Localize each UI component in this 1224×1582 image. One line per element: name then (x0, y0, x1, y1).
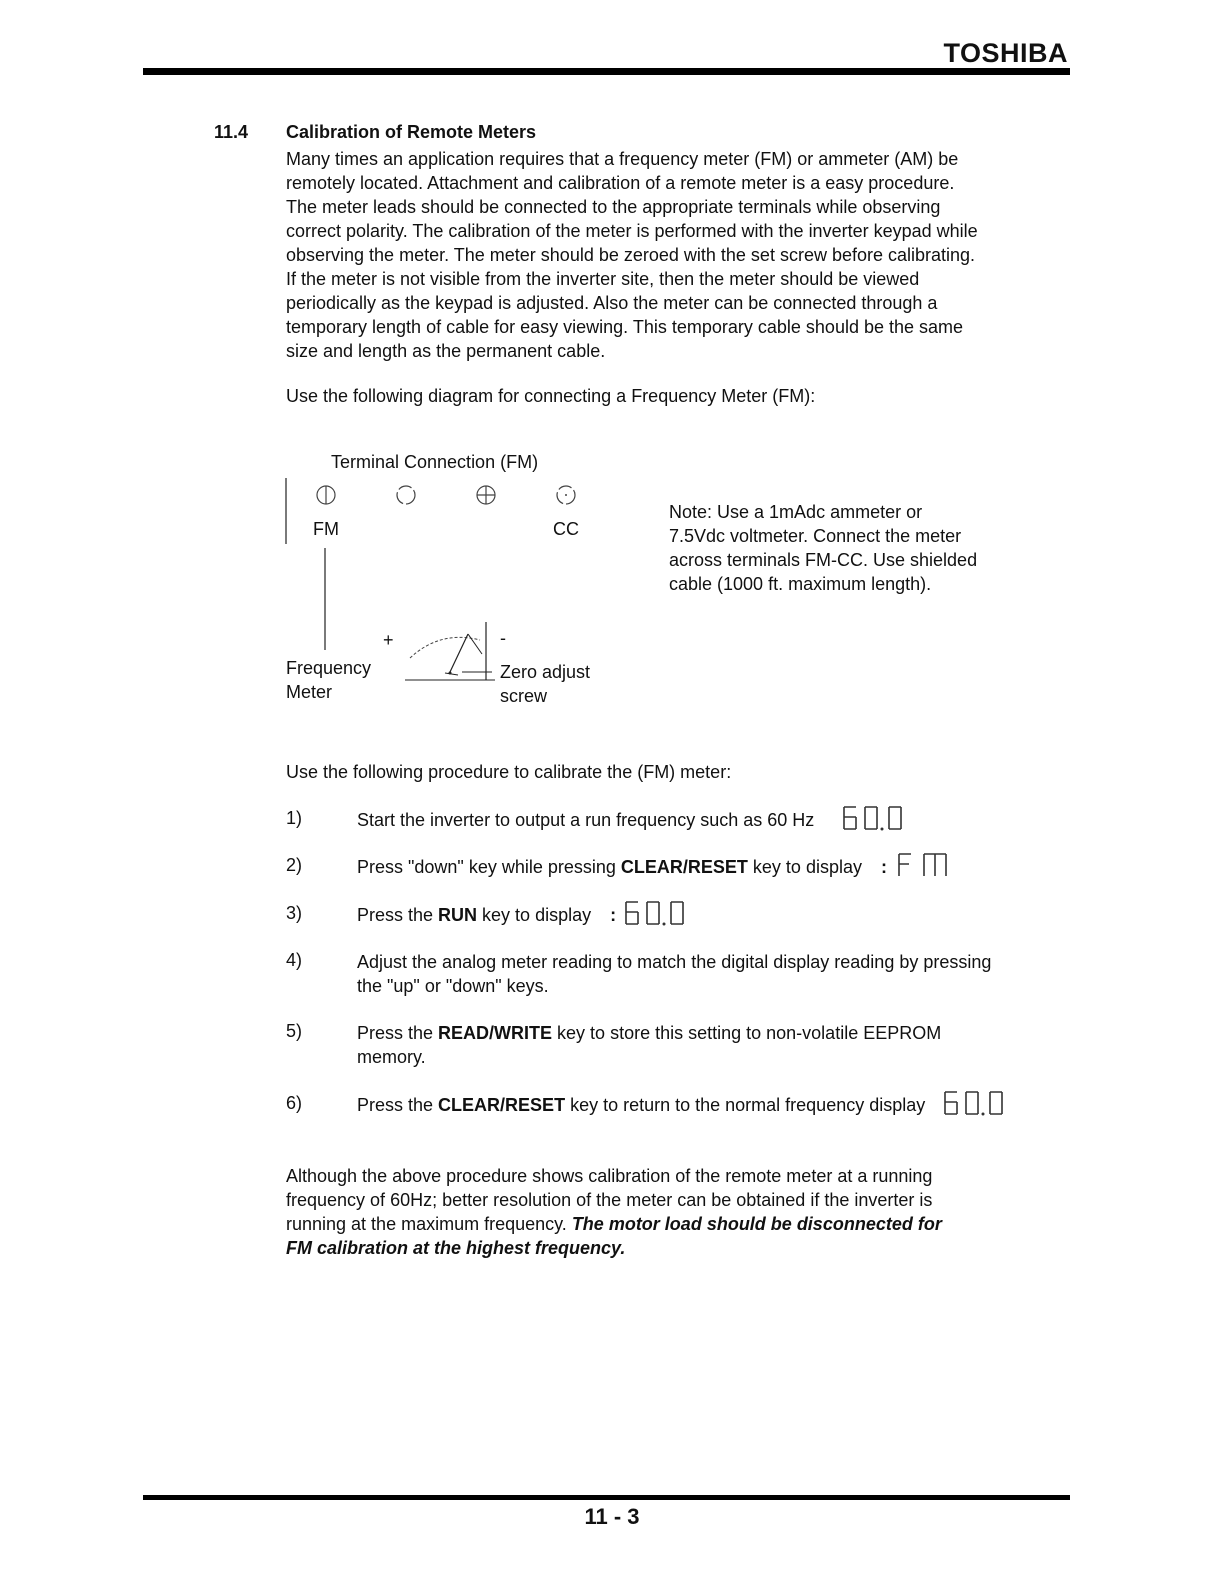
closing-line: Although the above procedure shows calibration of the remote meter at a running (286, 1166, 933, 1186)
seven-segment-display (841, 805, 905, 831)
diagram-caption: Use the following diagram for connecting a Frequency Meter (FM): (286, 386, 816, 406)
step-text: Press the (357, 905, 439, 925)
page-number: 11 - 3 (584, 1504, 640, 1529)
step-number: 5) (286, 1021, 303, 1041)
step-number: 4) (286, 950, 303, 970)
seven-segment-display (942, 1090, 1006, 1116)
note-line: 7.5Vdc voltmeter. Connect the meter (669, 526, 962, 546)
footer-rule (143, 1495, 1070, 1500)
fm-label: FM (313, 519, 339, 539)
minus-label: - (500, 628, 506, 648)
step-text: key to display (477, 905, 592, 925)
brand-logo: TOSHIBA (943, 38, 1068, 68)
terminal-diagram (280, 472, 620, 687)
intro-line: temporary length of cable for easy viewing. This temporary cable should be the same (286, 317, 964, 337)
step-text: Press the (357, 1023, 439, 1043)
intro-line: correct polarity. The calibration of the meter is performed with the inverter keypad while (286, 221, 978, 241)
closing-paragraph (286, 1164, 1066, 1260)
terminal-cross-icon (477, 486, 495, 504)
procedure-intro: Use the following procedure to calibrate the (FM) meter: (286, 762, 732, 782)
terminal-fm-icon (317, 486, 335, 504)
step-text: Press "down" key while pressing (357, 857, 621, 877)
section-number: 11.4 (214, 122, 249, 142)
step-text: key to store this setting to non-volatile EEPROM (552, 1023, 942, 1043)
step-5 (357, 1021, 1057, 1069)
cc-label: CC (553, 519, 579, 539)
step-text: key to return to the normal frequency display (565, 1095, 926, 1115)
intro-line: size and length as the permanent cable. (286, 341, 606, 361)
step-2 (357, 855, 1117, 879)
terminal-blank-icon (397, 486, 415, 504)
display-colon: : (881, 857, 887, 877)
section-title: Calibration of Remote Meters (286, 122, 537, 142)
note-line: Note: Use a 1mAdc ammeter or (669, 502, 923, 522)
meter-label: Meter (286, 682, 333, 702)
step-1 (357, 808, 1057, 832)
intro-paragraph (286, 147, 1066, 363)
step-number: 2) (286, 855, 303, 875)
intro-line: remotely located. Attachment and calibration of a remote meter is a easy procedure. (286, 173, 955, 193)
key-name: CLEAR/RESET (620, 857, 748, 877)
intro-line: observing the meter. The meter should be zeroed with the set screw before calibrating. (286, 245, 976, 265)
closing-emphasis: FM calibration at the highest frequency. (286, 1238, 626, 1258)
step-number: 3) (286, 903, 303, 923)
key-name: READ/WRITE (438, 1023, 553, 1043)
intro-line: Many times an application requires that a frequency meter (FM) or ammeter (AM) be (286, 149, 959, 169)
step-text: Press the (357, 1095, 439, 1115)
intro-line: If the meter is not visible from the inverter site, then the meter should be viewed (286, 269, 920, 289)
step-6 (357, 1093, 1077, 1117)
step-text: the "up" or "down" keys. (357, 976, 549, 996)
step-4 (357, 950, 1057, 998)
intro-line: periodically as the keypad is adjusted. Also the meter can be connected through a (286, 293, 938, 313)
step-3 (357, 903, 1057, 927)
frequency-label: Frequency (286, 658, 372, 678)
diagram-note (669, 500, 1069, 596)
key-name: RUN (438, 905, 478, 925)
closing-line: frequency of 60Hz; better resolution of the meter can be obtained if the inverter is (286, 1190, 933, 1210)
terminal-cc-icon (557, 486, 575, 504)
screw-label: screw (500, 686, 548, 706)
closing-line: running at the maximum frequency. (286, 1214, 572, 1234)
display-colon: : (610, 905, 617, 925)
analog-meter-icon (410, 634, 482, 675)
step-text: Start the inverter to output a run frequency such as 60 Hz (357, 810, 815, 830)
step-text: key to display (747, 857, 862, 877)
seven-segment-display (623, 900, 687, 926)
step-text: memory. (357, 1047, 426, 1067)
closing-emphasis: The motor load should be disconnected for (571, 1214, 942, 1234)
intro-line: The meter leads should be connected to the appropriate terminals while observing (286, 197, 941, 217)
step-number: 1) (286, 808, 303, 828)
step-text: Adjust the analog meter reading to match the digital display reading by pressing (357, 952, 992, 972)
terminal-connection-title: Terminal Connection (FM) (331, 452, 539, 472)
seven-segment-display (894, 852, 952, 878)
step-number: 6) (286, 1093, 303, 1113)
zero-adjust-label: Zero adjust (500, 662, 591, 682)
note-line: across terminals FM-CC. Use shielded (669, 550, 978, 570)
note-line: cable (1000 ft. maximum length). (669, 574, 932, 594)
plus-label: + (383, 630, 394, 650)
key-name: CLEAR/RESET (438, 1095, 566, 1115)
header-rule (143, 68, 1070, 75)
